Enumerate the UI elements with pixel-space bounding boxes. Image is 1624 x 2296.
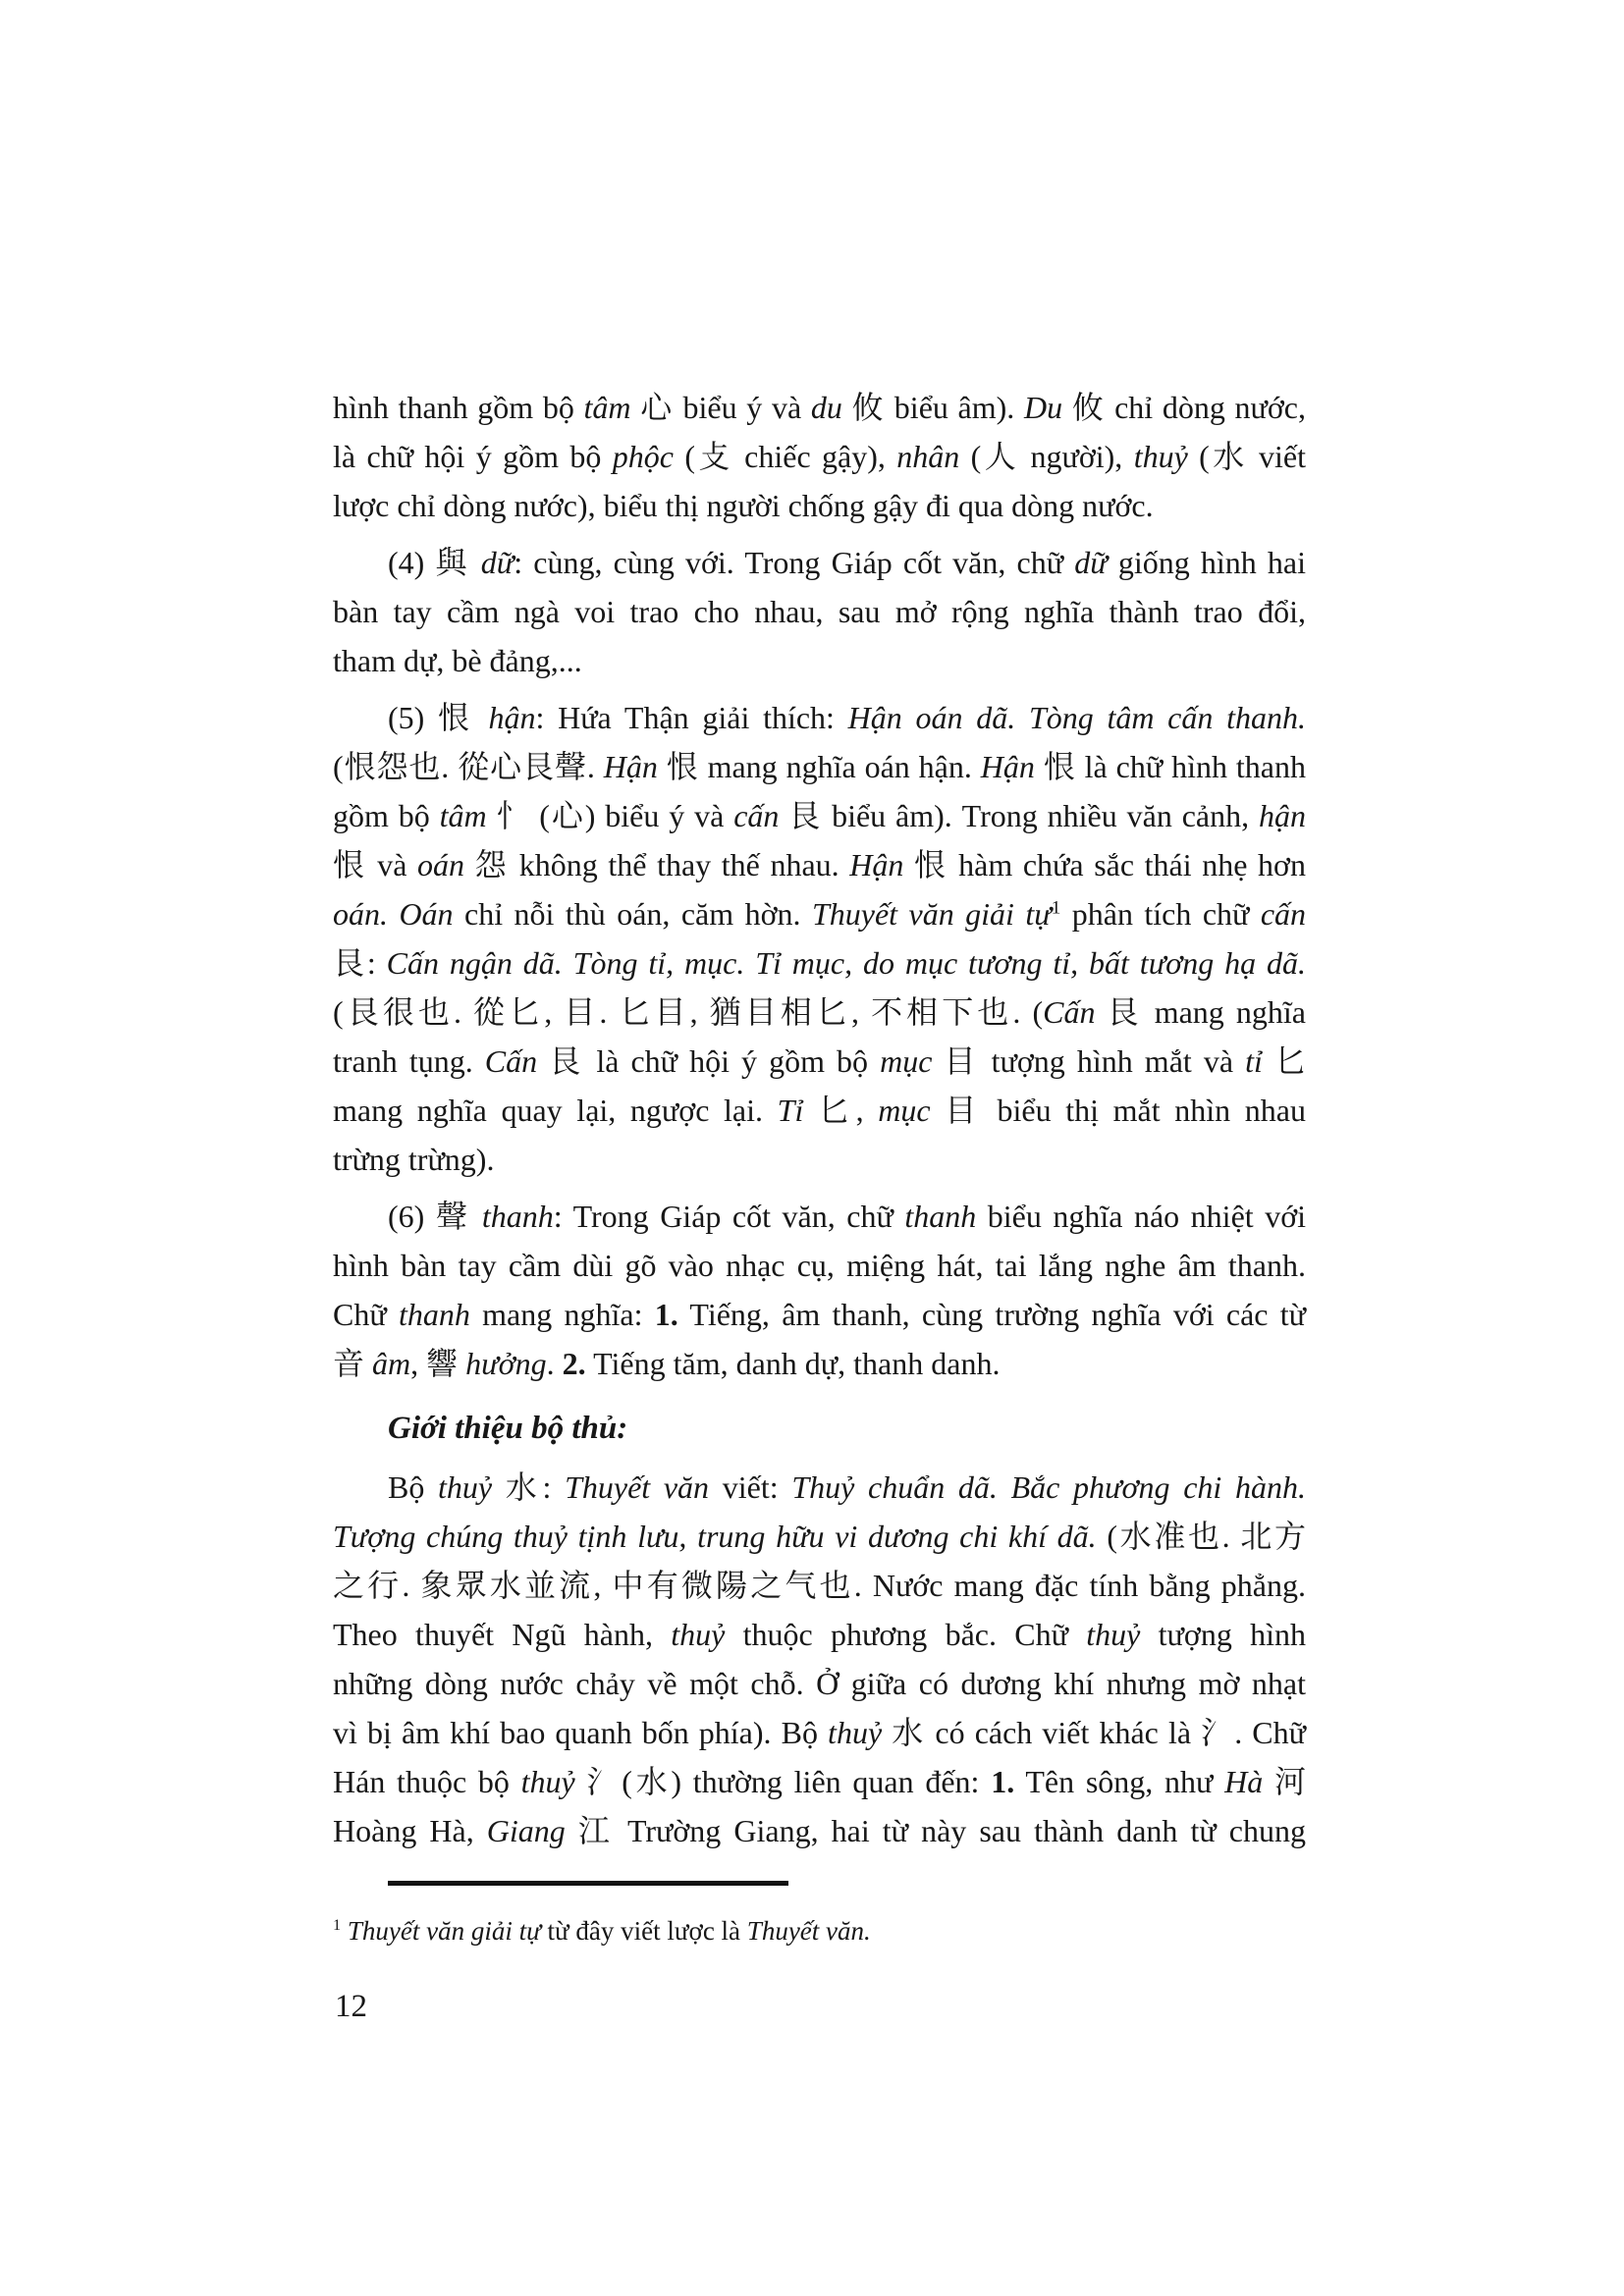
text-segment: (5) 恨 xyxy=(388,700,489,735)
text-segment: 氵(水) thường liên quan đến: xyxy=(574,1764,992,1799)
text-line xyxy=(333,791,1306,840)
text-segment: tượng hình xyxy=(1140,1617,1306,1652)
text-segment: hận xyxy=(1259,798,1306,833)
text-segment: thanh xyxy=(398,1297,470,1332)
text-segment: 恨 là chữ hình thanh xyxy=(1034,749,1306,784)
text-segment: Cấn xyxy=(484,1043,538,1079)
text-segment: tranh tụng. xyxy=(333,1043,485,1079)
text-segment: là chữ hội ý gồm bộ xyxy=(333,439,613,474)
text-segment: Giới thiệu bộ thủ: xyxy=(388,1411,628,1446)
text-segment: hình thanh gồm bộ xyxy=(333,390,584,425)
text-segment: tỉ xyxy=(1245,1043,1263,1079)
text-line xyxy=(333,1339,1306,1388)
text-segment: Hoàng Hà, xyxy=(333,1813,487,1848)
text-segment: Du xyxy=(1023,390,1063,425)
text-segment: Hận xyxy=(603,749,658,784)
text-segment: : Hứa Thận giải thích: xyxy=(535,700,848,735)
text-segment: thanh xyxy=(904,1199,977,1234)
text-segment: thuỷ xyxy=(1086,1617,1141,1652)
text-segment: cấn xyxy=(733,798,780,833)
text-line xyxy=(333,1463,1306,1512)
text-segment: dữ xyxy=(1074,545,1108,580)
text-line xyxy=(333,1806,1306,1855)
text-segment: Thuyết văn giải tự xyxy=(347,1916,541,1946)
text-segment: nhân xyxy=(896,439,960,474)
text-line xyxy=(333,636,1306,685)
text-segment: giống hình hai xyxy=(1107,545,1306,580)
text-segment: (攴 chiếc gậy), xyxy=(673,439,897,474)
text-segment: 匕 xyxy=(1262,1043,1306,1079)
text-segment: hình bàn tay cầm dùi gõ vào nhạc cụ, miệng hát, tai lắng nghe âm thanh. xyxy=(333,1248,1306,1283)
text-segment: những dòng nước chảy về một chỗ. Ở giữa có dương khí nhưng mờ nhạt xyxy=(333,1666,1306,1701)
text-segment: 水: xyxy=(492,1469,566,1505)
text-segment: 1. xyxy=(654,1297,678,1332)
text-segment: (艮很也. 從匕, 目. 匕目, 猶目相匕, 不相下也. ( xyxy=(333,994,1044,1030)
text-segment: 忄 (心) biểu ý và xyxy=(486,798,734,833)
text-segment: Hận xyxy=(849,847,904,882)
text-line xyxy=(333,1192,1306,1241)
text-line xyxy=(333,1086,1306,1135)
text-segment: phân tích chữ xyxy=(1060,896,1261,932)
text-segment: 之行. 象眾水並流, 中有微陽之气也. Nước mang đặc tính bằng phẳng. xyxy=(333,1568,1306,1603)
text-line xyxy=(333,1290,1306,1339)
text-segment: 艮 mang nghĩa xyxy=(1095,994,1306,1030)
text-segment: , 響 xyxy=(410,1346,466,1381)
text-segment: thuộc phương bắc. Chữ xyxy=(725,1617,1087,1652)
text-segment: Thuyết văn. xyxy=(746,1916,871,1946)
footnote xyxy=(333,1881,1306,1950)
text-segment: thuỷ xyxy=(828,1715,883,1750)
text-segment: : Trong Giáp cốt văn, chữ xyxy=(553,1199,905,1234)
text-segment: mang nghĩa quay lại, ngược lại. xyxy=(333,1093,778,1128)
text-segment: bàn tay cầm ngà voi trao cho nhau, sau mở rộng nghĩa thành trao đổi, xyxy=(333,594,1306,629)
text-segment: viết: xyxy=(709,1469,792,1505)
text-segment: oán. Oán xyxy=(333,896,454,932)
text-segment: từ đây viết lược là xyxy=(540,1916,747,1946)
text-segment: phộc xyxy=(612,439,674,474)
text-line xyxy=(333,693,1306,742)
text-line xyxy=(333,1512,1306,1561)
text-segment: tâm xyxy=(439,798,487,833)
text-segment: (人 người), xyxy=(959,439,1134,474)
text-segment: Thuỷ chuẩn dã. Bắc phương chi hành. xyxy=(791,1469,1307,1505)
text-segment: du xyxy=(810,390,842,425)
text-segment: 1. xyxy=(991,1764,1015,1799)
text-line xyxy=(333,1757,1306,1806)
text-line xyxy=(333,538,1306,587)
text-segment: 目 tượng hình mắt và xyxy=(932,1043,1246,1079)
text-line xyxy=(333,481,1306,530)
text-segment: thuỷ xyxy=(1133,439,1188,474)
text-segment: Theo thuyết Ngũ hành, xyxy=(333,1617,672,1652)
text-segment: 1 xyxy=(333,1916,342,1934)
text-segment: (恨怨也. 從心艮聲. xyxy=(333,749,604,784)
text-segment: 恨 hàm chứa sắc thái nhẹ hơn xyxy=(903,847,1306,882)
text-segment xyxy=(341,1916,348,1946)
text-segment: Chữ xyxy=(333,1297,399,1332)
text-segment: 目 biểu thị mắt nhìn nhau xyxy=(930,1093,1306,1128)
text-segment: hận xyxy=(488,700,536,735)
text-segment: âm xyxy=(372,1346,411,1381)
text-segment: 河 xyxy=(1263,1764,1306,1799)
footnote-divider xyxy=(388,1881,788,1886)
text-line xyxy=(333,840,1306,889)
text-segment: (水准也. 北方 xyxy=(1096,1519,1306,1554)
text-segment: Hận xyxy=(980,749,1035,784)
text-segment: Hận oán dã. Tòng tâm cấn thanh. xyxy=(847,700,1306,735)
text-segment: 恨 mang nghĩa oán hận. xyxy=(657,749,981,784)
text-segment: mang nghĩa: xyxy=(469,1297,655,1332)
text-segment: Tượng chúng thuỷ tịnh lưu, trung hữu vi dương chi khí dã. xyxy=(333,1519,1097,1554)
text-segment: (6) 聲 xyxy=(388,1199,482,1234)
text-line xyxy=(333,1610,1306,1659)
text-segment: 艮: xyxy=(333,945,387,981)
text-segment: biểu nghĩa náo nhiệt với xyxy=(976,1199,1307,1234)
text-segment: (4) 與 xyxy=(388,545,481,580)
text-segment: (水 viết xyxy=(1187,439,1306,474)
text-segment: tham dự, bè đảng,... xyxy=(333,643,582,678)
text-segment: 音 xyxy=(333,1346,373,1381)
text-segment: 恨 và xyxy=(333,847,417,882)
text-segment: vì bị âm khí bao quanh bốn phía). Bộ xyxy=(333,1715,829,1750)
text-segment: lược chỉ dòng nước), biểu thị người chống gậy đi qua dòng nước. xyxy=(333,488,1154,523)
text-segment: Hán thuộc bộ xyxy=(333,1764,521,1799)
text-segment: 攸 biểu âm). xyxy=(841,390,1024,425)
text-segment: gồm bộ xyxy=(333,798,440,833)
text-segment: thuỷ xyxy=(520,1764,575,1799)
text-segment: Cấn ngận dã. Tòng tỉ, mục. Tỉ mục, do mục tương tỉ, bất tương hạ dã. xyxy=(386,945,1306,981)
text-segment: 2. xyxy=(562,1346,586,1381)
text-line xyxy=(333,587,1306,636)
text-line xyxy=(333,1708,1306,1757)
text-segment: Hà xyxy=(1224,1764,1264,1799)
text-segment: chỉ nỗi thù oán, căm hờn. xyxy=(453,896,812,932)
text-line xyxy=(333,1037,1306,1086)
text-segment: mục xyxy=(878,1093,931,1128)
footnote-text xyxy=(333,1911,1306,1950)
text-segment: 心 biểu ý và xyxy=(630,390,811,425)
text-segment: Tỉ xyxy=(777,1093,804,1128)
text-segment: Thuyết văn xyxy=(565,1469,710,1505)
text-segment: tâm xyxy=(583,390,631,425)
text-segment: Tiếng tăm, danh dự, thanh danh. xyxy=(585,1346,1001,1381)
text-segment: mục xyxy=(880,1043,933,1079)
text-line xyxy=(333,742,1306,791)
page-body-text xyxy=(333,383,1306,1855)
page-number: 12 xyxy=(335,1989,367,2024)
text-segment: thuỷ xyxy=(438,1469,493,1505)
text-line xyxy=(333,889,1306,938)
text-segment: Tên sông, như xyxy=(1014,1764,1225,1799)
text-segment: 艮 là chữ hội ý gồm bộ xyxy=(537,1043,881,1079)
text-line xyxy=(333,988,1306,1037)
text-segment: Cấn xyxy=(1043,994,1096,1030)
text-segment: Tiếng, âm thanh, cùng trường nghĩa với các từ xyxy=(677,1297,1306,1332)
section-heading xyxy=(388,1404,1306,1453)
text-segment: 怨 không thể thay thế nhau. xyxy=(464,847,850,882)
text-segment: oán xyxy=(417,847,464,882)
text-line xyxy=(333,383,1306,432)
text-segment: 江 Trường Giang, hai từ này sau thành danh từ chung xyxy=(565,1813,1306,1848)
text-segment: 攸 chỉ dòng nước, xyxy=(1062,390,1306,425)
text-segment: 1 xyxy=(1051,897,1061,919)
text-line xyxy=(333,432,1306,481)
text-segment: hưởng xyxy=(465,1346,547,1381)
text-segment: thanh xyxy=(481,1199,554,1234)
text-line xyxy=(333,1659,1306,1708)
text-segment: . xyxy=(546,1346,563,1381)
text-line xyxy=(333,938,1306,988)
text-line xyxy=(333,1241,1306,1290)
text-segment: 艮 biểu âm). Trong nhiều văn cảnh, xyxy=(779,798,1259,833)
text-segment: dữ xyxy=(480,545,514,580)
text-segment: cấn xyxy=(1260,896,1307,932)
text-segment: Giang xyxy=(486,1813,566,1848)
text-segment: thuỷ xyxy=(671,1617,726,1652)
text-segment: Bộ xyxy=(388,1469,439,1505)
text-segment: trừng trừng). xyxy=(333,1142,495,1177)
text-segment: : cùng, cùng với. Trong Giáp cốt văn, chữ xyxy=(514,545,1075,580)
text-segment: 匕, xyxy=(803,1093,879,1128)
text-line xyxy=(333,1561,1306,1610)
text-line xyxy=(333,1135,1306,1184)
text-segment: Thuyết văn giải tự xyxy=(811,896,1052,932)
text-segment: 水 có cách viết khác là 氵. Chữ xyxy=(882,1715,1306,1750)
